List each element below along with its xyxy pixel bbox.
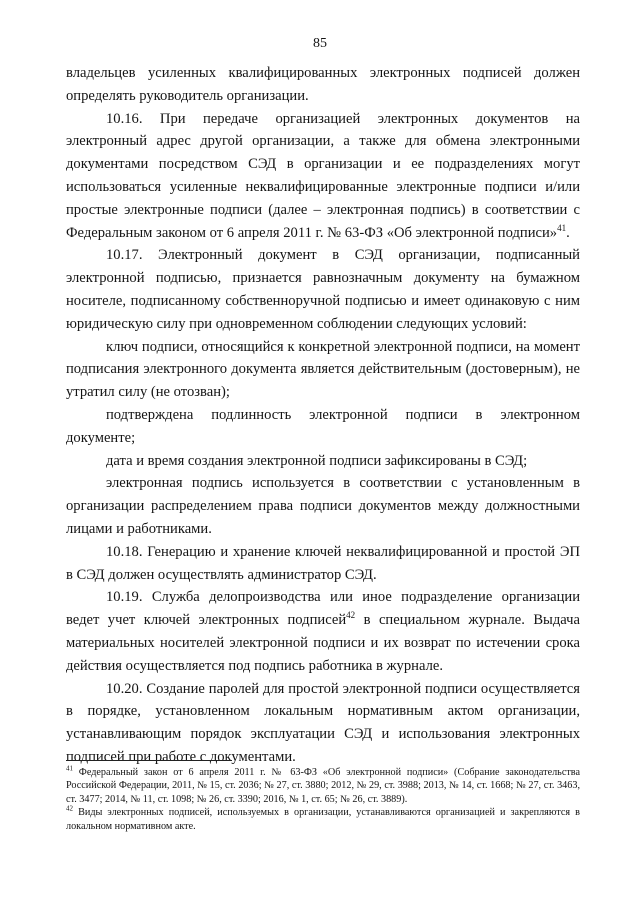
paragraph-10-20: 10.20. Создание паролей для простой электронной подписи осуществляется в порядке, установленном локальным нормативным актом организации, устанавливающим порядок эксплуатации СЭД и использования электронных подписей при работе с документами.: [66, 680, 580, 765]
condition-key-valid: ключ подписи, относящийся к конкретной электронной подписи, на момент подписания электронного документа является действительным (достоверным), не утратил силу (не отозван);: [66, 338, 580, 401]
footnotes: [66, 766, 580, 833]
condition-authenticity: подтверждена подлинность электронной подписи в электронном документе;: [66, 406, 580, 446]
condition-signing-rights: электронная подпись используется в соответствии с установленным в организации распределением права подписи документов между должностными лицами и работниками.: [66, 475, 580, 537]
paragraph-continuation: владельцев усиленных квалифицированных электронных подписей должен определять руководитель организации.: [66, 65, 580, 104]
paragraph-10-19: 10.19. Служба делопроизводства или иное подразделение организации ведет учет ключей электронных подписей$^{42}$ в специальном журнале. Выдача материальных носителей электронной подписи и их возврат по истечении срока действия осуществляется под подпись работника в журнале.: [66, 589, 580, 674]
footnote-ref-41: 41: [557, 222, 567, 233]
paragraph-10-18: 10.18. Генерацию и хранение ключей неквалифицированной и простой ЭП в СЭД должен осуществлять администратор СЭД.: [66, 543, 580, 583]
document-body: [66, 62, 580, 769]
footnote-divider: [66, 760, 232, 761]
footnote-ref-42: 42: [346, 610, 356, 621]
footnote-41: $^{41}$ Федеральный закон от 6 апреля 2011 г. № 63-ФЗ «Об электронной подписи» (Собрание законодательства Российской Федерации, 2011, № 15, ст. 2036; № 27, ст. 3880; 2012, № 29, ст. 3988; 2013, № 14, ст. 1668; № 27, ст. 3463, ст. 3477; 2014, № 11, ст. 1098; № 26, ст. 3390; 2016, № 1, ст. 65; № 26, ст. 3889).: [66, 764, 580, 805]
paragraph-10-17: 10.17. Электронный документ в СЭД организации, подписанный электронной подписью, признается равнозначным документу на бумажном носителе, подписанному собственноручной подписью и имеет одинаковую с ним юридическую силу при одновременном соблюдении следующих условий:: [66, 247, 580, 332]
page-number: 85: [313, 36, 327, 51]
condition-timestamp: дата и время создания электронной подписи зафиксированы в СЭД;: [106, 452, 528, 469]
footnote-42: $^{42}$ Виды электронных подписей, используемых в организации, устанавливаются организацией и закрепляются в локальном нормативном акте.: [66, 804, 580, 832]
paragraph-10-16: 10.16. При передаче организацией электронных документов на электронный адрес другой организации, а также для обмена электронными документами посредством СЭД в организации и ее подразделениях могут использоваться усиленные неквалифицированные электронные подписи и/или простые электронные подписи (далее – электронная подпись) в соответствии с Федеральным законом от 6 апреля 2011 г. № 63-ФЗ «Об электронной подписи»$^{41}$.: [66, 110, 580, 241]
